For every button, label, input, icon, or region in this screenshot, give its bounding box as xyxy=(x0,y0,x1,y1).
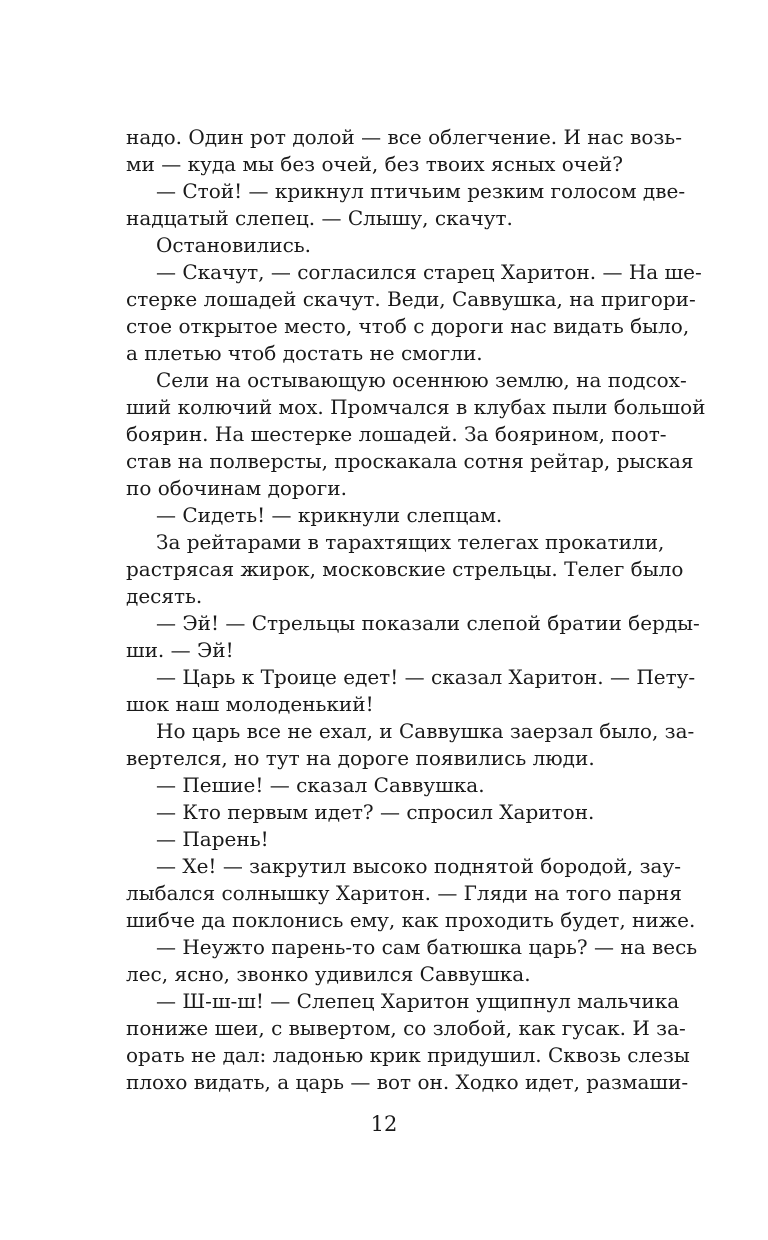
text-line: лес, ясно, звонко удивился Саввушка. xyxy=(126,962,531,986)
text-line: За рейтарами в тарахтящих телегах прокатили, xyxy=(156,530,665,554)
text-line: стерке лошадей скачут. Веди, Саввушка, на пригори- xyxy=(126,287,696,311)
text-line: Но царь все не ехал, и Саввушка заерзал было, за- xyxy=(156,719,695,743)
text-line: ши. — Эй! xyxy=(126,638,234,662)
text-line: десять. xyxy=(126,584,203,608)
text-line: — Кто первым идет? — спросил Харитон. xyxy=(156,800,595,824)
text-line: шок наш молоденький! xyxy=(126,692,374,716)
text-line: по обочинам дороги. xyxy=(126,476,347,500)
text-line: — Царь к Троице едет! — сказал Харитон. — Пету- xyxy=(156,665,696,689)
text-line: — Эй! — Стрельцы показали слепой братии берды- xyxy=(156,611,700,635)
text-line: орать не дал: ладонью крик придушил. Сквозь слезы xyxy=(126,1043,690,1067)
text-line: — Неужто парень-то сам батюшка царь? — на весь xyxy=(156,935,698,959)
text-line: плохо видать, а царь — вот он. Ходко идет, размаши- xyxy=(126,1070,689,1094)
text-line: — Пешие! — сказал Саввушка. xyxy=(156,773,485,797)
text-line: вертелся, но тут на дороге появились люди. xyxy=(126,746,595,770)
text-line: — Ш-ш-ш! — Слепец Харитон ущипнул мальчика xyxy=(156,989,680,1013)
text-line: надцатый слепец. — Слышу, скачут. xyxy=(126,206,513,230)
text-line: став на полверсты, проскакала сотня рейтар, рыская xyxy=(126,449,694,473)
text-line: — Скачут, — согласился старец Харитон. — На шe- xyxy=(156,260,702,284)
text-line: ми — куда мы без очей, без твоих ясных очей? xyxy=(126,152,623,176)
text-line: — Стой! — крикнул птичьим резким голосом две- xyxy=(156,179,686,203)
text-line: а плетью чтоб достать не смогли. xyxy=(126,341,483,365)
text-line: стое открытое место, чтоб с дороги нас видать было, xyxy=(126,314,690,338)
text-line: лыбался солнышку Харитон. — Гляди на того парня xyxy=(126,881,682,905)
text-line: растрясая жирок, московские стрельцы. Телег было xyxy=(126,557,684,581)
text-line: — Сидеть! — крикнули слепцам. xyxy=(156,503,503,527)
text-line: — Парень! xyxy=(156,827,269,851)
text-line: — Хе! — закрутил высоко поднятой бородой, зау- xyxy=(156,854,681,878)
text-line: шибче да поклонись ему, как проходить будет, ниже. xyxy=(126,908,696,932)
text-line: ший колючий мох. Промчался в клубах пыли большой xyxy=(126,395,706,419)
text-line: Остановились. xyxy=(156,233,312,257)
text-line: Сели на остывающую осеннюю землю, на подсох- xyxy=(156,368,687,392)
text-line: пониже шеи, с вывертом, со злобой, как гусак. И за- xyxy=(126,1016,686,1040)
body-text xyxy=(126,124,706,1096)
page-number: 12 xyxy=(370,1112,398,1136)
text-line: надо. Один рот долой — все облегчение. И нас возь- xyxy=(126,125,682,149)
text-line: боярин. На шестерке лошадей. За боярином, поот- xyxy=(126,422,667,446)
